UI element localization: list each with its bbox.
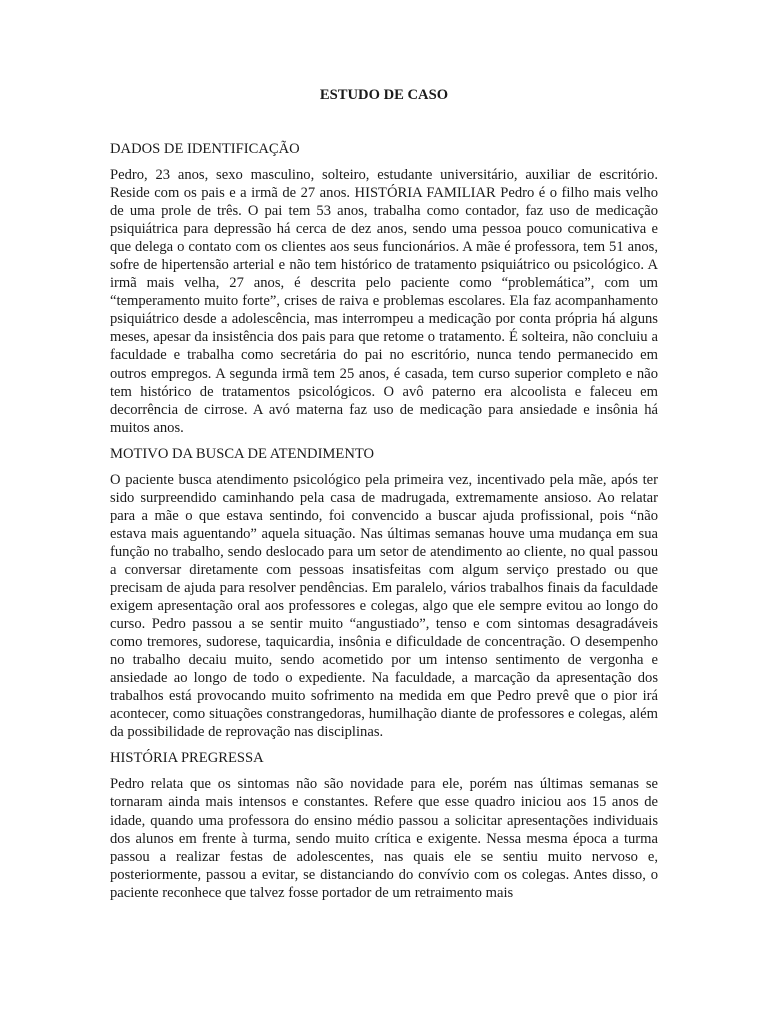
section-body-identification: Pedro, 23 anos, sexo masculino, solteiro, estudante universitário, auxiliar de escritório. Reside com os pais e a irmã de 27 anos. HISTÓRIA FAMILIAR Pedro é o filho mais velho de uma prole de três. O pai tem 53 anos, trabalha como contador, faz uso de medicação psiquiátrica para depressão há cerca de dez anos, sendo uma pessoa pouco comunicativa e que delega o contato com os clientes aos seus funcionários. A mãe é professora, tem 51 anos, sofre de hipertensão arterial e não tem histórico de tratamento psiquiátrico ou psicológico. A irmã mais velha, 27 anos, é descrita pelo paciente como “problemática”, com um “temperamento muito forte”, crises de raiva e problemas escolares. Ela faz acompanhamento psiquiátrico desde a adolescência, mas interrompeu a medicação por conta própria há alguns meses, apesar da insistência dos pais para que retome o tratamento. É solteira, não concluiu a faculdade e trabalha como secretária do pai no escritório, nunca tendo permanecido em outros empregos. A segunda irmã tem 25 anos, é casada, tem curso superior completo e não tem histórico de tratamentos psicológicos. O avô paterno era alcoolista e faleceu em decorrência de cirrose. A avó materna faz uso de medicação para ansiedade e insônia há muitos anos. xyxy=(110,167,658,436)
section-body-history: Pedro relata que os sintomas não são novidade para ele, porém nas últimas semanas se tornaram ainda mais intensos e constantes. Refere que esse quadro iniciou aos 15 anos de idade, quando uma professora do ensino médio passou a solicitar apresentações individuais dos alunos em frente à turma, sendo muito crítica e exigente. Nessa mesma época a turma passou a realizar festas de adolescentes, nas quais ele se sentiu muito nervoso e, posteriormente, passou a evitar, se distanciando do convívio com os colegas. Antes disso, o paciente reconhece que talvez fosse portador de um retraimento mais xyxy=(110,776,658,901)
document-title: ESTUDO DE CASO xyxy=(319,87,449,103)
section-heading-reason: MOTIVO DA BUSCA DE ATENDIMENTO xyxy=(110,445,375,462)
section-body-reason: O paciente busca atendimento psicológico pela primeira vez, incentivado pela mãe, após ter sido surpreendido caminhando pela casa de madrugada, extremamente ansioso. Ao relatar para a mãe o que estava sentindo, foi convencido a buscar ajuda profissional, pois “não estava mais aguentando” aquela situação. Nas últimas semanas houve uma mudança em sua função no trabalho, sendo deslocado para um setor de atendimento ao cliente, no qual passou a conversar diretamente com pessoas insatisfeitas com algum serviço prestado ou que precisam de ajuda para resolver pendências. Em paralelo, vários trabalhos finais da faculdade exigem apresentação oral aos professores e colegas, algo que ele sempre evitou ao longo do curso. Pedro passou a se sentir muito “angustiado”, tenso e com sintomas desagradáveis como tremores, sudorese, taquicardia, insônia e dificuldade de concentração. O desempenho no trabalho decaiu muito, sendo acometido por um intenso sentimento de vergonha e ansiedade ao longo de todo o expediente. Na faculdade, a marcação da apresentação dos trabalhos está provocando muito sofrimento na medida em que Pedro prevê que o pior irá acontecer, como situações constrangedoras, humilhação diante de professores e colegas, além da possibilidade de reprovação nas disciplinas. xyxy=(110,471,658,741)
section-heading-identification: DADOS DE IDENTIFICAÇÃO xyxy=(110,141,300,157)
section-heading-history: HISTÓRIA PREGRESSA xyxy=(110,750,264,767)
document-page xyxy=(110,86,658,902)
